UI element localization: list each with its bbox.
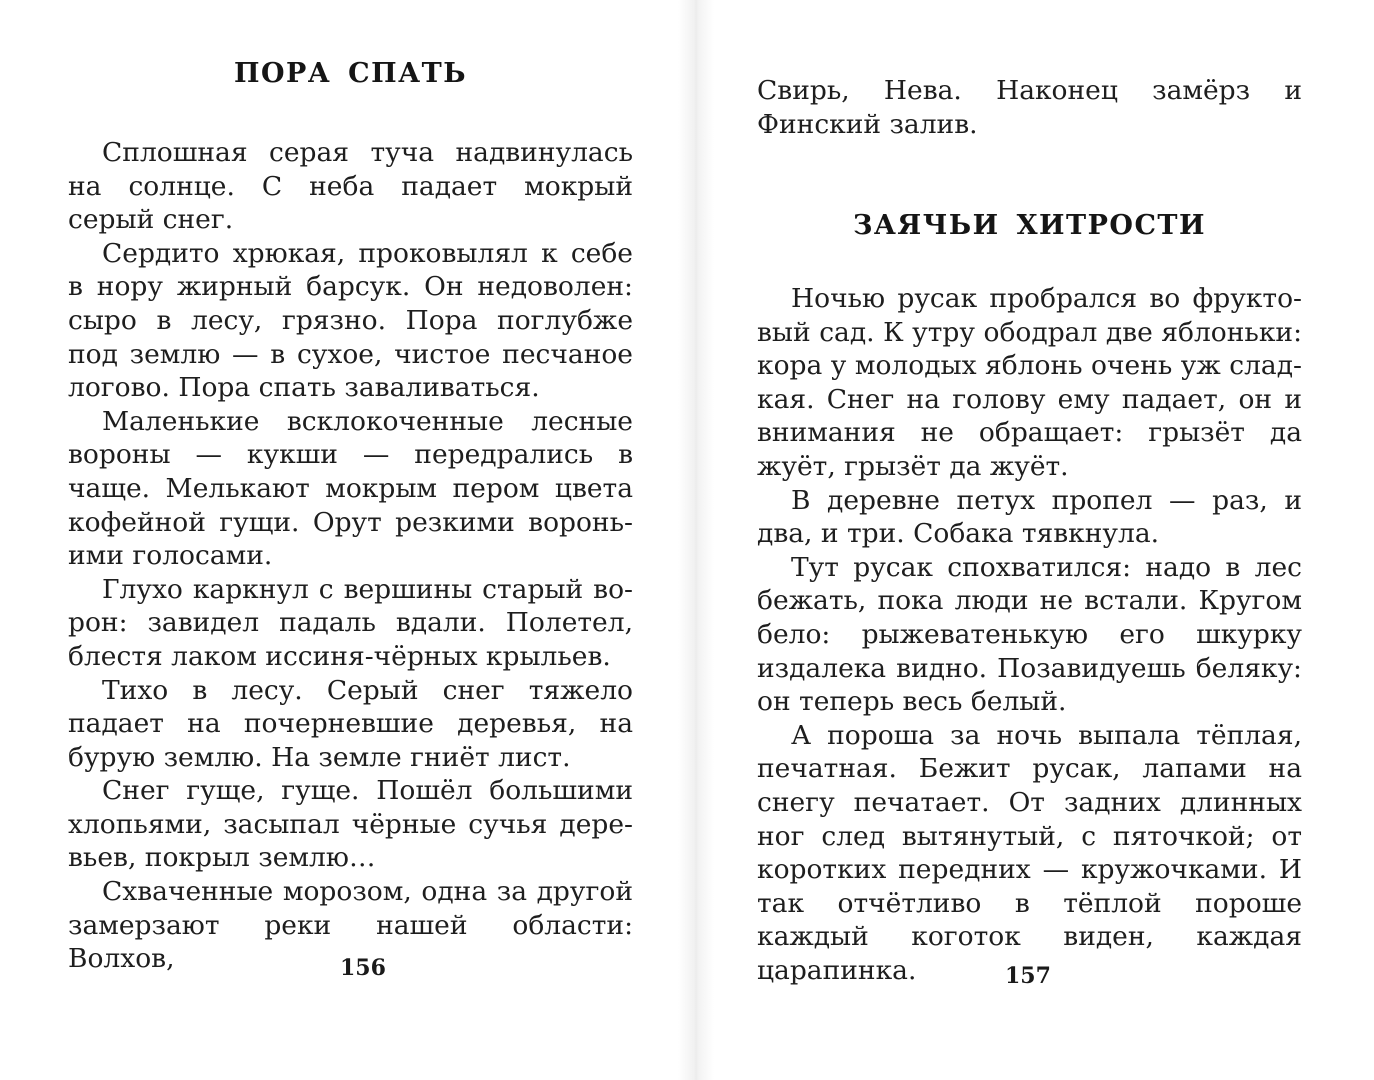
paragraph: Схваченные морозом, одна за другой замерзают реки нашей области: Волхов, [68, 876, 633, 975]
book-gutter [678, 0, 714, 1080]
paragraph: Свирь, Нева. Наконец замёрз и Финский залив. [757, 75, 1302, 140]
story-text [757, 282, 1302, 987]
paragraph: Тут русак спохватился: надо в лес бежать, пока люди не встали. Кругом бело: рыжеватенькую его шкурку издалека видно. Позавидуешь беляку: он теперь весь белый. [757, 551, 1302, 718]
story-text [68, 136, 633, 976]
paragraph: Снег гуще, гуще. Пошёл большими хлопьями, засыпал чёрные сучья деревьев, покрыл землю… [68, 775, 633, 874]
paragraph: Маленькие всклокоченные лесные вороны — кукши — передрались в чаще. Мелькают мокрым пером цвета кофейной гущи. Орут резкими вороньими голосами. [68, 405, 633, 572]
paragraph: Сплошная серая туча надвинулась на солнце. С неба падает мокрый серый снег. [68, 137, 633, 236]
paragraph: Тихо в лесу. Серый снег тяжело падает на почерневшие деревья, на бурую землю. На земле гниёт лист. [68, 674, 633, 773]
page-number: 156 [340, 955, 386, 981]
story-title: ПОРА СПАТЬ [233, 58, 468, 89]
paragraph: Ночью русак пробрался во фруктовый сад. К утру ободрал две яблоньки: кора у молодых яблонь очень уж сладкая. Снег на голову ему падает, он и внимания не обращает: грызёт да жуёт, грызёт да жуёт. [757, 283, 1302, 482]
paragraph: Глухо каркнул с вершины старый ворон: завидел падаль вдали. Полетел, блестя лаком иссиня-чёрных крыльев. [68, 573, 633, 672]
story-title: ЗАЯЧЬИ ХИТРОСТИ [852, 210, 1207, 241]
continuation-text [757, 74, 1302, 141]
page-number: 157 [1005, 963, 1051, 989]
paragraph: В деревне петух пропел — раз, и два, и три. Собака тявкнула. [757, 484, 1302, 550]
paragraph: Сердито хрюкая, проковылял к себе в нору жирный барсук. Он недоволен: сыро в лесу, грязно. Пора поглубже под землю — в сухое, чистое песчаное логово. Пора спать заваливаться. [68, 237, 633, 404]
paragraph: А пороша за ночь выпала тёплая, печатная. Бежит русак, лапами на снегу печатает. От задних длинных ног след вытянутый, с пяточкой; от коротких передних — кружочками. И так отчётливо в тёплой пороше каждый коготок виден, каждая царапинка. [757, 719, 1302, 986]
